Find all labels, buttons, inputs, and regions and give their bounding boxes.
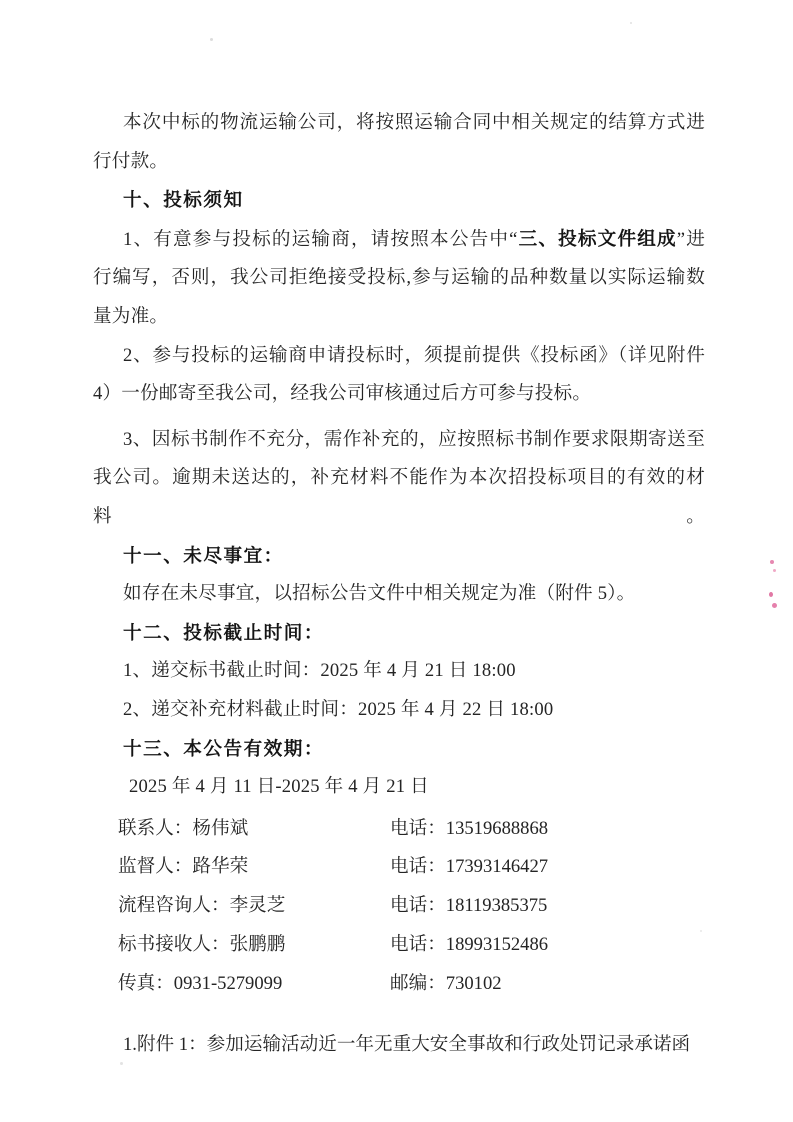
sec10-item2-line-2: 4）一份邮寄至我公司，经我公司审核通过后方可参与投标。	[93, 383, 592, 405]
postal-code: 邮编：730102	[390, 972, 502, 994]
sec10-item3-line-2: 我公司。逾期未送达的，补充材料不能作为本次招投标项目的有效的材料。	[93, 467, 705, 527]
contact-row	[93, 965, 705, 1004]
contact-row	[93, 810, 705, 849]
para-payment-line-2: 行付款。	[93, 150, 169, 172]
contact-info-block	[93, 810, 705, 1004]
process-consultant-phone: 电话：18119385375	[390, 895, 548, 917]
heading-section-10: 十、投标须知	[123, 189, 244, 211]
sec10-item1-bold-ref: 三、投标文件组成	[517, 227, 677, 249]
heading-section-13: 十三、本公告有效期：	[123, 737, 324, 759]
scan-speck-gray	[630, 22, 632, 24]
scan-speck-pink	[769, 592, 773, 597]
fax-number: 传真：0931-5279099	[118, 972, 283, 994]
heading-section-11: 十一、未尽事宜：	[123, 544, 284, 566]
sec10-item2-line-1: 2、参与投标的运输商申请投标时，须提前提供《投标函》（详见附件	[123, 344, 705, 366]
bid-receiver-phone: 电话：18993152486	[390, 933, 549, 955]
supervisor: 监督人：路华荣	[118, 856, 249, 878]
contact-row	[93, 926, 705, 965]
process-consultant: 流程咨询人：李灵芝	[118, 895, 286, 917]
contact-person: 联系人：杨伟斌	[118, 817, 249, 839]
bid-receiver: 标书接收人：张鹏鹏	[118, 933, 286, 955]
scan-speck-gray	[210, 38, 213, 41]
scan-speck-pink	[770, 560, 774, 564]
supervisor-phone: 电话：17393146427	[390, 856, 549, 878]
sec13-validity-period: 2025 年 4 月 11 日-2025 年 4 月 21 日	[129, 776, 429, 798]
heading-section-12: 十二、投标截止时间：	[123, 621, 324, 643]
sec12-deadline-supplement: 2、递交补充材料截止时间：2025 年 4 月 22 日 18:00	[123, 698, 554, 720]
sec10-item3-line-1: 3、因标书制作不充分，需作补充的，应按照标书制作要求限期寄送至	[123, 428, 705, 450]
contact-row	[93, 848, 705, 887]
sec10-item1-line-2: 行编写，否则，我公司拒绝接受投标,参与运输的品种数量以实际运输数	[93, 267, 705, 289]
attachment-1-note: 1.附件 1：参加运输活动近一年无重大安全事故和行政处罚记录承诺函	[123, 1034, 691, 1056]
contact-row	[93, 887, 705, 926]
sec12-deadline-bid: 1、递交标书截止时间：2025 年 4 月 21 日 18:00	[123, 660, 516, 682]
scan-speck-pink	[772, 603, 777, 608]
scan-speck-pink	[773, 569, 776, 572]
scan-speck-gray	[120, 1062, 123, 1065]
sec11-body: 如存在未尽事宜，以招标公告文件中相关规定为准（附件 5）。	[123, 583, 636, 605]
sec10-item1-line-3: 量为准。	[93, 305, 169, 327]
contact-person-phone: 电话：13519688868	[390, 817, 549, 839]
para-payment-line-1: 本次中标的物流运输公司，将按照运输合同中相关规定的结算方式进	[123, 112, 705, 133]
sec10-item1-line-1	[93, 220, 705, 260]
sec10-item1-prefix: 1、有意参与投标的运输商，请按照本公告中“	[123, 228, 518, 250]
scan-speck-gray	[700, 930, 702, 932]
sec10-item1-post: ”进	[676, 228, 705, 250]
